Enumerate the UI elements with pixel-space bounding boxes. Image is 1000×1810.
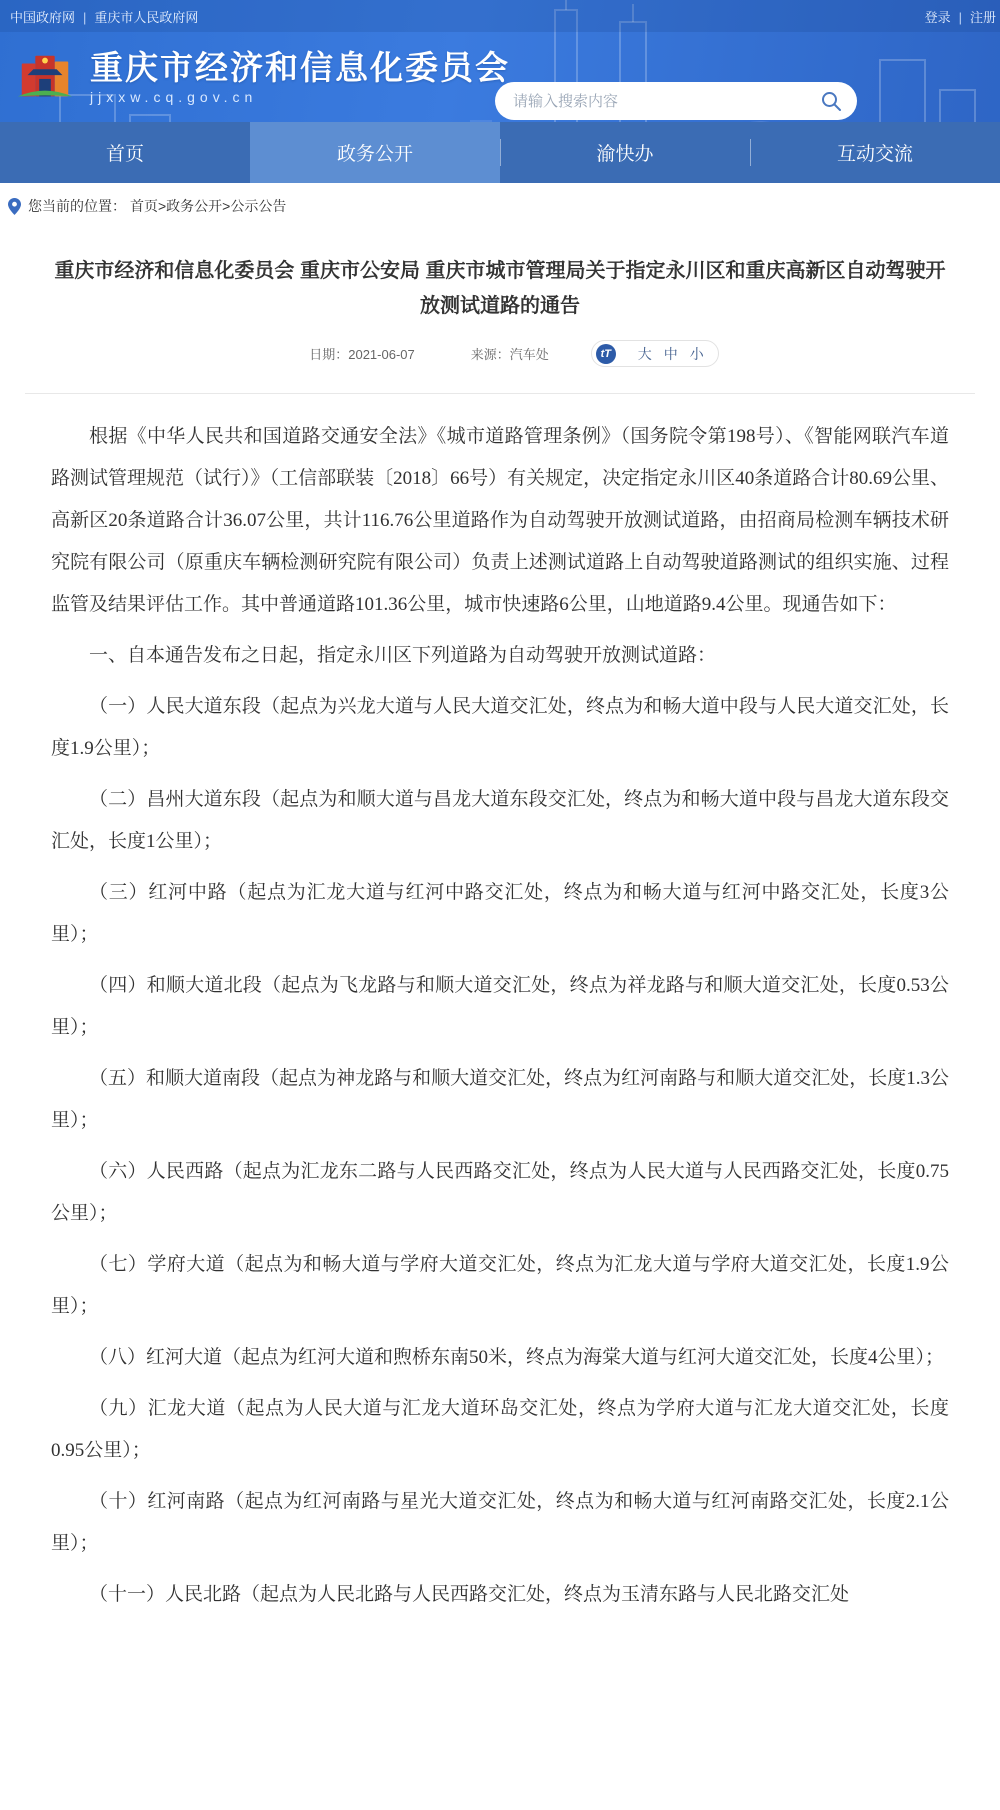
article-paragraph: 一、自本通告发布之日起，指定永川区下列道路为自动驾驶开放测试道路： (89, 645, 717, 666)
article-paragraph: （三）红河中路（起点为汇龙大道与红河中路交汇处，终点为和畅大道与红河中路交汇处，长度3公里）； (51, 882, 949, 945)
register-link[interactable]: 注册 (969, 9, 996, 25)
article-date: 日期：2021-06-07 (309, 347, 415, 362)
article-paragraph: （一）人民大道东段（起点为兴龙大道与人民大道交汇处，终点为和畅大道中段与人民大道交汇处，长度1.9公里）； (51, 696, 949, 759)
font-size-widget (591, 340, 719, 367)
font-size-icon: tT (596, 344, 616, 364)
nav-item-interaction[interactable]: 互动交流 (750, 122, 1000, 183)
breadcrumb-prefix: 您当前的位置： (28, 198, 126, 214)
article-meta (25, 340, 975, 367)
login-link[interactable]: 登录 (924, 9, 951, 25)
article-paragraph: （九）汇龙大道（起点为人民大道与汇龙大道环岛交汇处，终点为学府大道与汇龙大道交汇处，长度0.95公里）； (51, 1398, 949, 1461)
search-input[interactable] (513, 93, 819, 110)
article-paragraph: （八）红河大道（起点为红河大道和煦桥东南50米，终点为海棠大道与红河大道交汇处，长度4公里）； (89, 1347, 945, 1368)
top-utility-bar (0, 0, 1000, 32)
article-divider (25, 393, 975, 394)
location-pin-icon (8, 198, 21, 215)
font-size-medium-button[interactable]: 中 (663, 345, 678, 362)
site-title: 重庆市经济和信息化委员会 (90, 48, 510, 86)
article-paragraph: （二）昌州大道东段（起点为和顺大道与昌龙大道东段交汇处，终点为和畅大道中段与昌龙大道东段交汇处，长度1公里）； (51, 789, 949, 852)
nav-item-yukuaiban[interactable]: 渝快办 (500, 122, 750, 183)
article-source: 来源：汽车处 (470, 347, 549, 362)
main-nav (0, 122, 1000, 183)
article-paragraph: （十）红河南路（起点为红河南路与星光大道交汇处，终点为和畅大道与红河南路交汇处，长度2.1公里）； (51, 1491, 949, 1554)
nav-item-gov-affairs[interactable]: 政务公开 (250, 122, 500, 183)
link-chongqing-gov[interactable]: 重庆市人民政府网 (94, 9, 199, 25)
font-size-large-button[interactable]: 大 (637, 345, 652, 362)
search-box (495, 82, 857, 120)
article-paragraph: 根据《中华人民共和国道路交通安全法》《城市道路管理条例》（国务院令第198号）、《智能网联汽车道路测试管理规范（试行）》（工信部联装〔2018〕66号）有关规定，决定指定永川区40条道路合计80.69公里、高新区20条道路合计36.07公里，共计116.76公里道路作为自动驾驶开放测试道路，由招商局检测车辆技术研究院有限公司（原重庆车辆检测研究院有限公司）负责上述测试道路上自动驾驶道路测试的组织实施、过程监管及结果评估工作。其中普通道路101.36公里，城市快速路6公里，山地道路9.4公里。现通告如下： (51, 426, 949, 615)
site-logo-icon (14, 46, 76, 108)
article-paragraph: （六）人民西路（起点为汇龙东二路与人民西路交汇处，终点为人民大道与人民西路交汇处，长度0.75公里）； (51, 1161, 949, 1224)
article-paragraph: （五）和顺大道南段（起点为神龙路与和顺大道交汇处，终点为红河南路与和顺大道交汇处，长度1.3公里）； (51, 1068, 949, 1131)
site-header (0, 0, 1000, 183)
article (0, 226, 1000, 1616)
article-paragraph: （十一）人民北路（起点为人民北路与人民西路交汇处，终点为玉清东路与人民北路交汇处 (89, 1584, 850, 1605)
search-icon (819, 89, 843, 113)
article-paragraph: （四）和顺大道北段（起点为飞龙路与和顺大道交汇处，终点为祥龙路与和顺大道交汇处，长度0.53公里）； (51, 975, 949, 1038)
link-china-gov[interactable]: 中国政府网 (10, 9, 76, 25)
site-url: jjxxw.cq.gov.cn (90, 88, 258, 105)
nav-item-home[interactable]: 首页 (105, 144, 144, 165)
topbar-separator: | (83, 9, 87, 25)
breadcrumb (0, 183, 1000, 226)
site-banner (0, 32, 1000, 122)
topbar-left-links (10, 7, 198, 26)
article-title: 重庆市经济和信息化委员会 重庆市公安局 重庆市城市管理局关于指定永川区和重庆高新区自动驾驶开放测试道路的通告 (54, 260, 946, 317)
breadcrumb-path[interactable]: 首页>政务公开>公示公告 (130, 198, 287, 214)
site-identity (90, 50, 510, 105)
topbar-separator: | (958, 9, 962, 25)
article-body (25, 402, 975, 1616)
article-paragraph: （七）学府大道（起点为和畅大道与学府大道交汇处，终点为汇龙大道与学府大道交汇处，长度1.9公里）； (51, 1254, 949, 1317)
search-button[interactable] (819, 89, 843, 113)
font-size-small-button[interactable]: 小 (689, 345, 704, 362)
topbar-right-links (925, 7, 996, 26)
